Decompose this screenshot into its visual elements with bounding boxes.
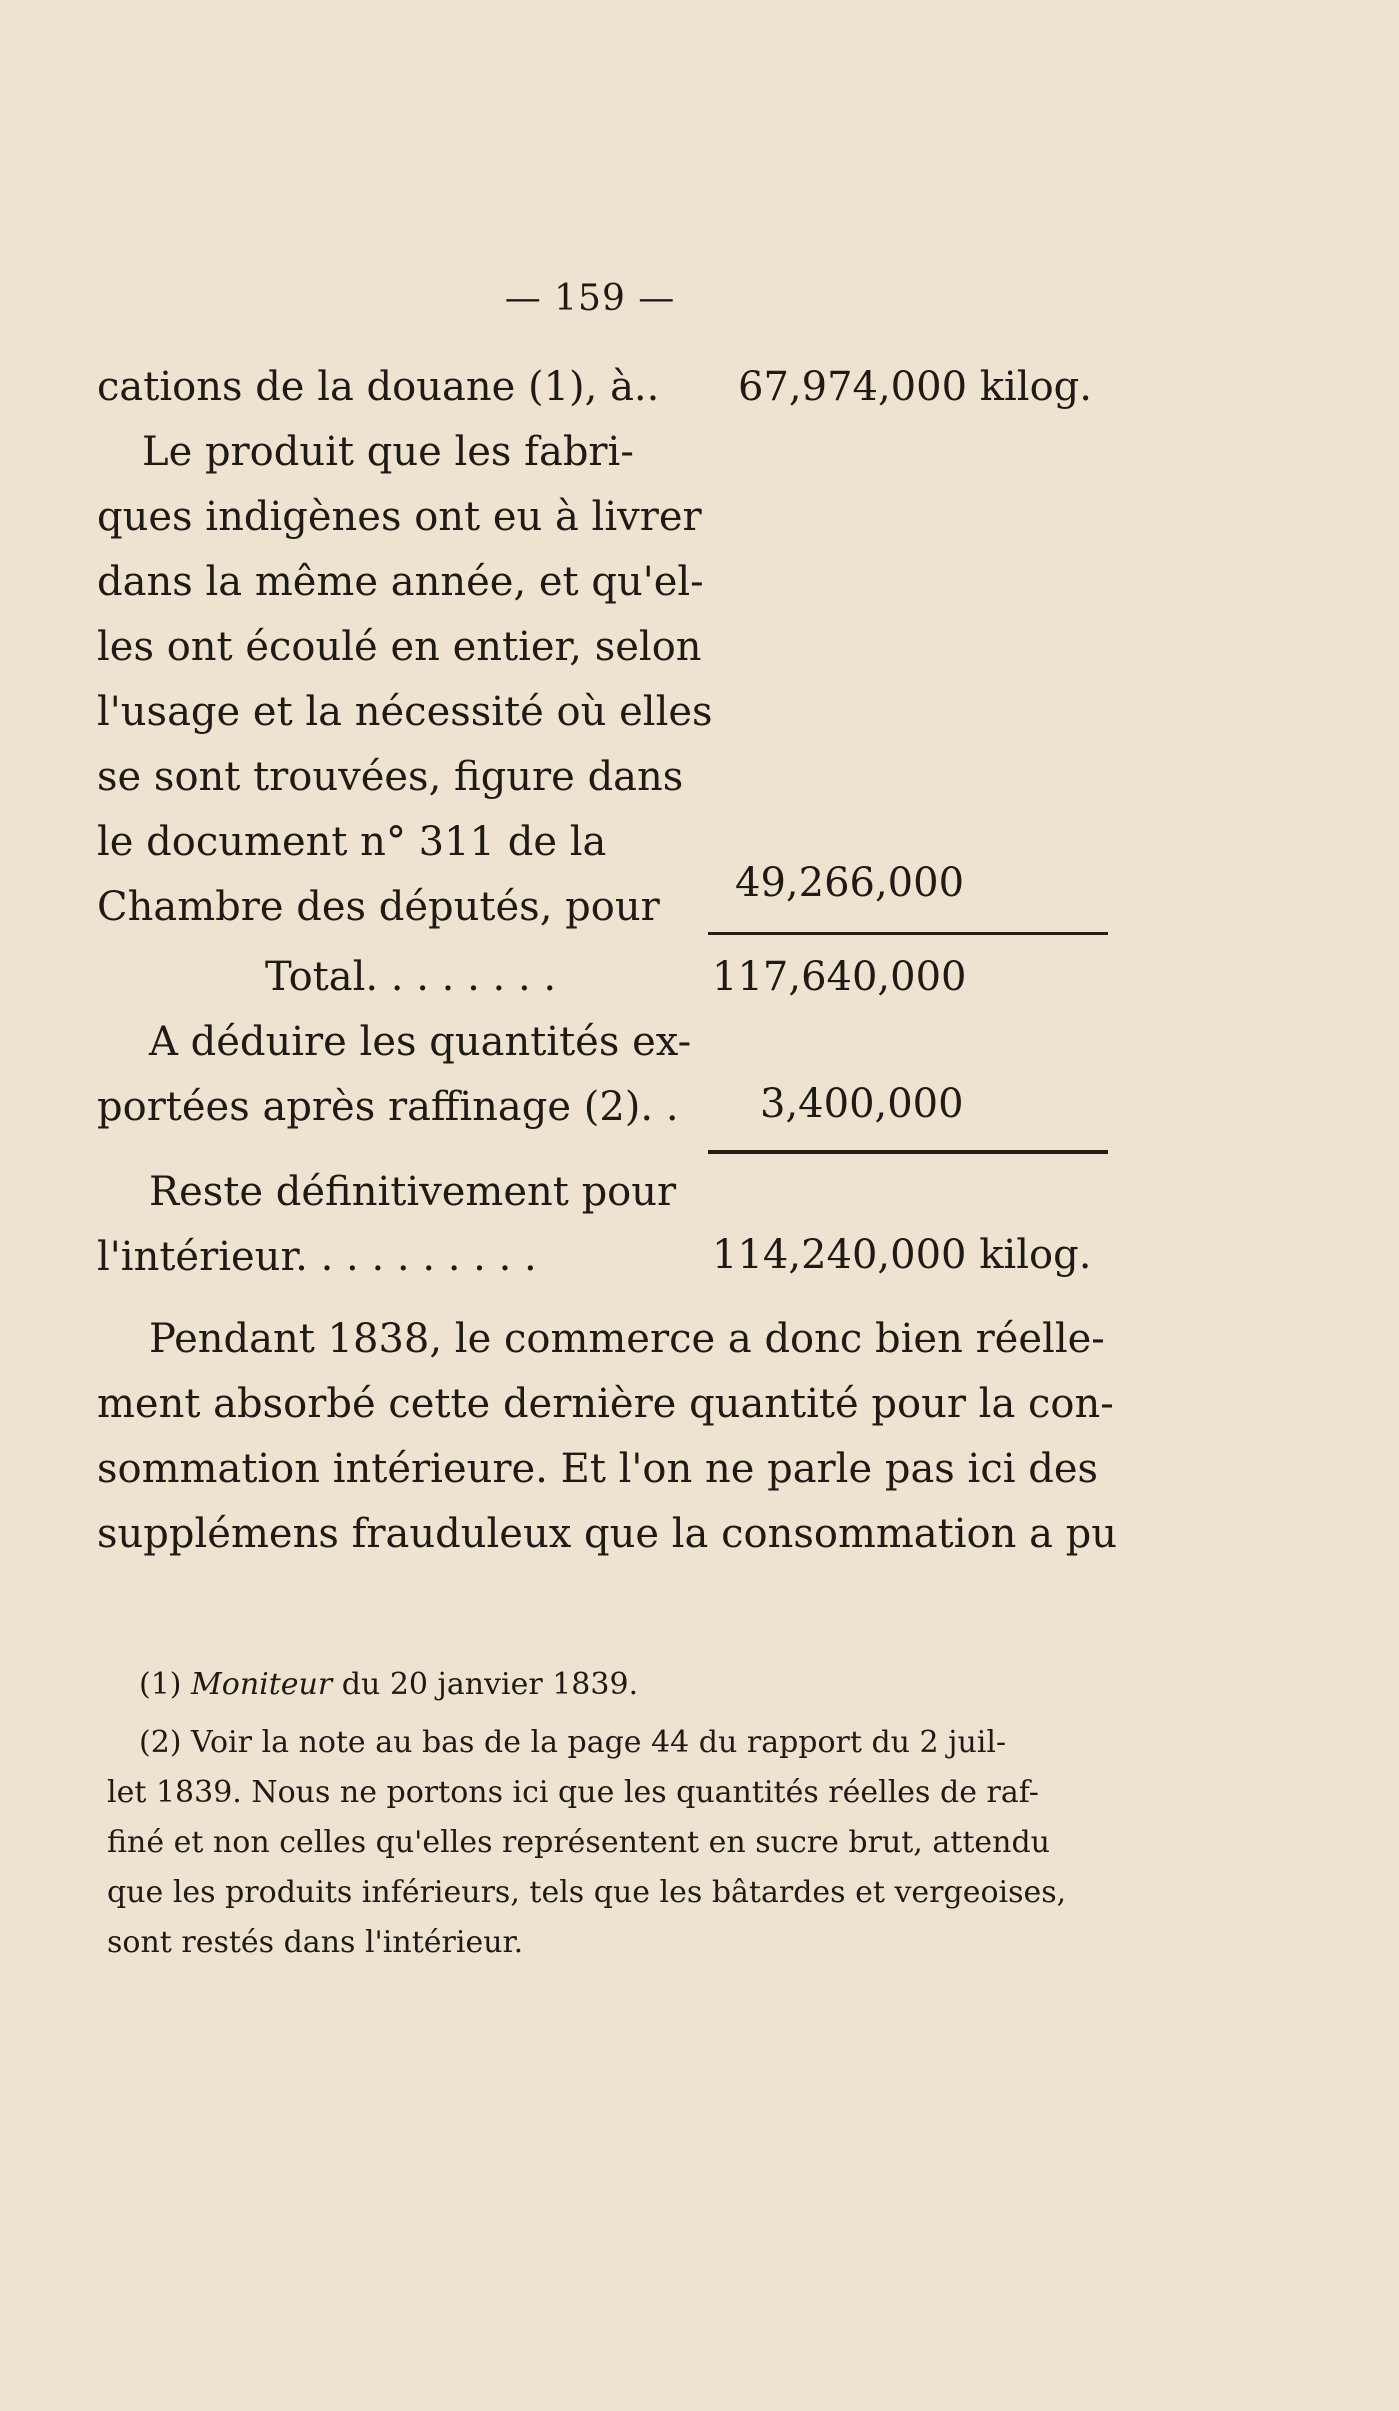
paragraph-line: sommation intérieure. Et l'on ne parle pas ici des bbox=[97, 1446, 1099, 1492]
sum-rule bbox=[708, 932, 1108, 935]
row-label-line: Le produit que les fabri- bbox=[142, 429, 634, 475]
difference-rule bbox=[708, 1150, 1108, 1154]
row-label-line: les ont écoulé en entier, selon bbox=[97, 624, 702, 670]
footnote-text: du 20 janvier 1839. bbox=[341, 1667, 639, 1702]
value-indigenous-production: 49,266,000 bbox=[735, 860, 965, 906]
row-label-line: ques indigènes ont eu à livrer bbox=[97, 494, 702, 540]
table-row-customs bbox=[97, 355, 697, 420]
page-number: — 159 — bbox=[504, 278, 676, 319]
row-label-line: l'usage et la nécessité où elles bbox=[97, 689, 713, 735]
row-label-line: cations de la douane (1), à.. bbox=[97, 364, 660, 410]
table-row-total bbox=[97, 945, 697, 1010]
row-label-line: le document n° 311 de la bbox=[97, 819, 607, 865]
table-row-remainder bbox=[97, 1160, 697, 1290]
footnote-2-line: (2) Voir la note au bas de la page 44 du rapport du 2 juil- bbox=[139, 1725, 1007, 1760]
row-label-line: dans la même année, et qu'el- bbox=[97, 559, 704, 605]
footnote-2-line: finé et non celles qu'elles représentent en sucre brut, attendu bbox=[107, 1825, 1050, 1860]
table-row-deduction bbox=[97, 1010, 697, 1140]
body-paragraph bbox=[97, 1307, 1117, 1567]
footnote-marker: (1) bbox=[139, 1667, 182, 1702]
row-label-line: se sont trouvées, figure dans bbox=[97, 754, 684, 800]
value-remainder: 114,240,000 kilog. bbox=[712, 1232, 1092, 1278]
value-customs: 67,974,000 kilog. bbox=[738, 364, 1092, 410]
row-label-line: Chambre des députés, pour bbox=[97, 884, 660, 930]
footnotes bbox=[107, 1660, 1107, 1968]
row-label-line: portées après raffinage (2). . bbox=[97, 1084, 679, 1130]
value-deduction: 3,400,000 bbox=[760, 1081, 964, 1127]
row-label-line: Reste définitivement pour bbox=[149, 1169, 677, 1215]
paragraph-line: supplémens frauduleux que la consommation a pu bbox=[97, 1511, 1117, 1557]
footnote-2-line: que les produits inférieurs, tels que les bâtardes et vergeoises, bbox=[107, 1875, 1067, 1910]
footnote-2-line: sont restés dans l'intérieur. bbox=[107, 1925, 524, 1960]
paragraph-line: Pendant 1838, le commerce a donc bien réelle- bbox=[149, 1316, 1105, 1362]
value-total: 117,640,000 bbox=[712, 954, 967, 1000]
footnote-1 bbox=[107, 1660, 1107, 1710]
footnote-source: Moniteur bbox=[191, 1667, 333, 1702]
row-label-line: Total. . . . . . . . bbox=[265, 954, 557, 1000]
row-label-line: l'intérieur. . . . . . . . . . bbox=[97, 1234, 537, 1280]
table-row-indigenous-production bbox=[97, 420, 713, 940]
paragraph-line: ment absorbé cette dernière quantité pour la con- bbox=[97, 1381, 1114, 1427]
footnote-2-line: let 1839. Nous ne portons ici que les quantités réelles de raf- bbox=[107, 1775, 1039, 1810]
row-label-line: A déduire les quantités ex- bbox=[149, 1019, 692, 1065]
